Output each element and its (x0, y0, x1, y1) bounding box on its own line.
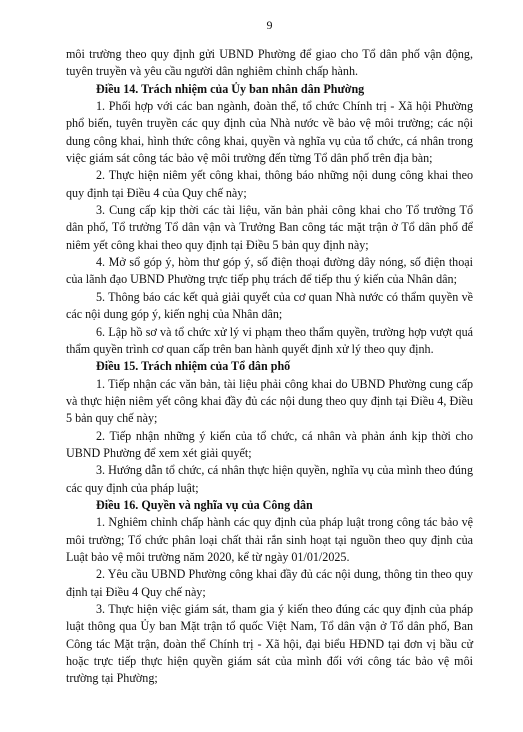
paragraph: 5. Thông báo các kết quả giải quyết của cơ quan Nhà nước có thẩm quyền về các nội dung góp ý, kiến nghị của Nhân dân; (66, 289, 473, 322)
paragraph: 4. Mở sổ góp ý, hòm thư góp ý, số điện thoại đường dây nóng, số điện thoại của lãnh đạo UBND Phường trực tiếp phụ trách để tiếp thu ý kiến của Nhân dân; (66, 255, 473, 287)
paragraph: 3. Cung cấp kịp thời các tài liệu, văn bản phải công khai cho Tổ trưởng Tổ dân phố, Tổ trưởng Tổ dân vận và Trưởng Ban công tác mặt trận ở Tổ dân phố để niêm yết công khai theo quy định tại Điều 5 bản quy định này; (66, 203, 473, 252)
article-heading: Điều 15. Trách nhiệm của Tổ dân phố (96, 359, 291, 374)
paragraph: 2. Yêu cầu UBND Phường công khai đầy đủ các nội dung, thông tin theo quy định tại Điều 4 Quy chế này; (66, 567, 473, 599)
paragraph: 1. Nghiêm chỉnh chấp hành các quy định của pháp luật trong công tác bảo vệ môi trường; Tổ chức phân loại chất thải rắn sinh hoạt tại nguồn theo quy định của Luật bảo vệ môi trường năm 2020, kể từ ngày 01/01/2025. (66, 515, 473, 564)
paragraph: 1. Phối hợp với các ban ngành, đoàn thể, tổ chức Chính trị - Xã hội Phường phổ biến, tuyên truyền các quy định của Nhà nước về bảo vệ môi trường; các nội dung công khai, hình thức công khai, quyền và nghĩa vụ của tổ chức, cá nhân trong việc giám sát công tác bảo vệ môi trường đến từng Tổ dân phố trên địa bàn; (66, 99, 473, 166)
page-number: 9 (266, 18, 273, 32)
paragraph: 2. Tiếp nhận những ý kiến của tổ chức, cá nhân và phản ánh kịp thời cho UBND Phường để xem xét giải quyết; (66, 428, 473, 460)
paragraph: môi trường theo quy định gửi UBND Phường để giao cho Tổ dân phố vận động, tuyên truyền và yêu cầu người dân nghiêm chỉnh chấp hành. (66, 47, 473, 79)
paragraph: 3. Thực hiện việc giám sát, tham gia ý kiến theo đúng các quy định của pháp luật thông qua Ủy ban Mặt trận tổ quốc Việt Nam, Tổ dân vận ở Tổ dân phố, Ban Công tác Mặt trận, đoàn thể Chính trị - Xã hội, đại biểu HĐND tại đơn vị bầu cử hoặc trực tiếp thực hiện quyền giám sát của mình đối với công tác bảo vệ môi trường tại Phường; (66, 602, 473, 686)
document-body (66, 46, 473, 688)
paragraph: 3. Hướng dẫn tổ chức, cá nhân thực hiện quyền, nghĩa vụ của mình theo đúng các quy định của pháp luật; (66, 463, 473, 495)
paragraph: 2. Thực hiện niêm yết công khai, thông báo những nội dung công khai theo quy định tại Điều 4 của Quy chế này; (66, 168, 473, 200)
paragraph: 6. Lập hồ sơ và tổ chức xử lý vi phạm theo thẩm quyền, trường hợp vượt quá thẩm quyền trình cơ quan cấp trên ban hành quyết định xử lý theo quy định. (66, 324, 473, 356)
paragraph: 1. Tiếp nhận các văn bản, tài liệu phải công khai do UBND Phường cung cấp và thực hiện niêm yết công khai đầy đủ các nội dung theo quy định tại Điều 4, Điều 5 bản quy chế này; (66, 376, 473, 426)
article-heading: Điều 14. Trách nhiệm của Ủy ban nhân dân Phường (96, 81, 365, 96)
article-heading: Điều 16. Quyền và nghĩa vụ của Công dân (96, 497, 313, 512)
